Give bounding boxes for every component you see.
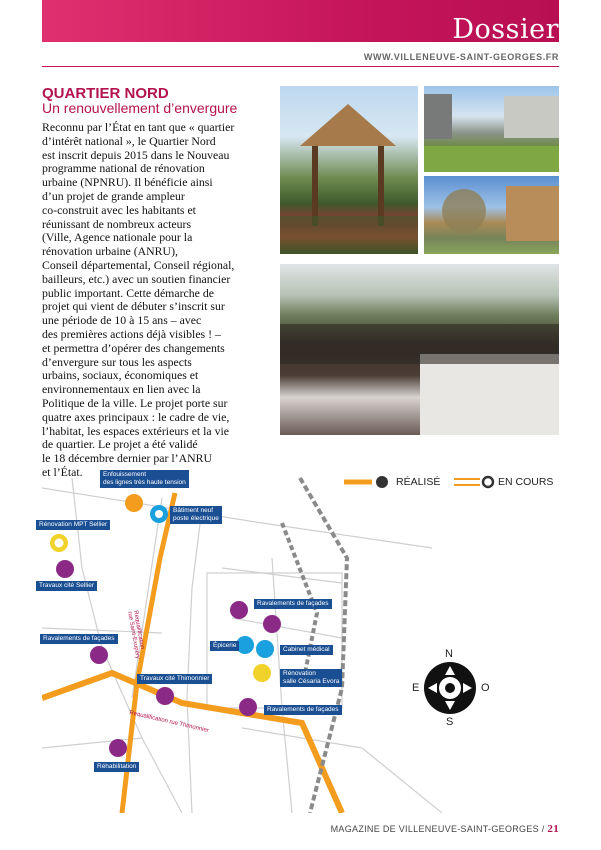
article-body: Reconnu par l’État en tant que « quartier d’intérêt national », le Quartier Nord est inscrit depuis 2015 dans le Nouveau programme national de rénovation urbaine (NPNRU). Il bénéficie ainsi d’un projet de grande ampleur co-construit avec les habitants et réunissant de nombreux acteurs (Ville, Agence nationale pour la rénovation urbaine (ANRU), Conseil départemental, Conseil régional, bailleurs, etc.) avec un soutien financier public important. Cette démarche de projet qui vient de débuter s’inscrit sur une période de 10 à 15 ans – avec des premières actions déjà visibles ! – et permettra d’opérer des changements d’envergure sur tous les aspects urbains, sociaux, économiques et environnementaux en lien avec la Politique de la ville. Le projet porte sur quatre axes principaux : le cadre de vie, l’habitat, les espaces extérieurs et la vie de quartier. Le projet a été validé le 18 décembre dernier par l’ANRU et l’État. [42,120,235,479]
marker-sellier [56,560,74,578]
label-sellier: Travaux cité Sellier [36,581,97,591]
marker-enfouissement [125,494,143,512]
label-mpt: Rénovation MPT Sellier [36,520,110,530]
footer [331,823,559,835]
label-thimonnier: Travaux cité Thimonnier [137,674,212,684]
compass-o: O [481,682,490,694]
site-url[interactable]: WWW.VILLENEUVE-SAINT-GEORGES.FR [363,52,559,62]
photo-community-meal [280,264,559,435]
map-canvas [42,448,559,813]
label-renovation-salle: Rénovation salle Césaria Evora [280,669,342,687]
marker-thimonnier [156,687,174,705]
article-title: QUARTIER NORD [42,85,169,102]
street-saint-exupery: Requalification rue Saint-Exupéry [126,610,145,660]
neighborhood-map [39,448,559,813]
section-title: Dossier [452,14,559,45]
page-number: 21 [547,823,559,835]
marker-ravalement-1 [230,601,248,619]
label-cabinet: Cabinet médical [280,645,333,655]
street-thimonnier: Requalification rue Thimonnier [128,710,210,735]
marker-ravalement-3 [90,646,108,664]
label-batiment: Bâtiment neuf poste électrique [170,506,222,524]
photo-tower-trees [424,176,559,254]
compass-s: S [446,716,454,728]
article-subtitle: Un renouvellement d’envergure [42,100,238,116]
label-rehabilitation: Réhabilitation [94,762,139,772]
marker-ravalement-4 [239,698,257,716]
marker-salle [253,664,271,682]
legend-in-progress: EN COURS [498,476,554,488]
label-epicerie: Épicerie [210,641,239,651]
label-ravalements-1: Ravalements de façades [254,599,332,609]
marker-rehab [109,739,127,757]
compass-e: E [412,682,420,694]
marker-cabinet [256,640,274,658]
label-ravalements-2: Ravalements de façades [40,634,118,644]
legend-done: RÉALISÉ [396,476,441,488]
compass-n: N [445,648,453,660]
marker-ravalement-2 [263,615,281,633]
header-rule [42,66,559,67]
footer-magazine: MAGAZINE DE VILLENEUVE-SAINT-GEORGES / [330,824,545,834]
photo-kiosk-garden [280,86,418,254]
label-enfouissement: Enfouissement des lignes très haute tension [100,470,189,488]
photo-buildings-event [424,86,559,172]
label-ravalements-3: Ravalements de façades [264,705,342,715]
